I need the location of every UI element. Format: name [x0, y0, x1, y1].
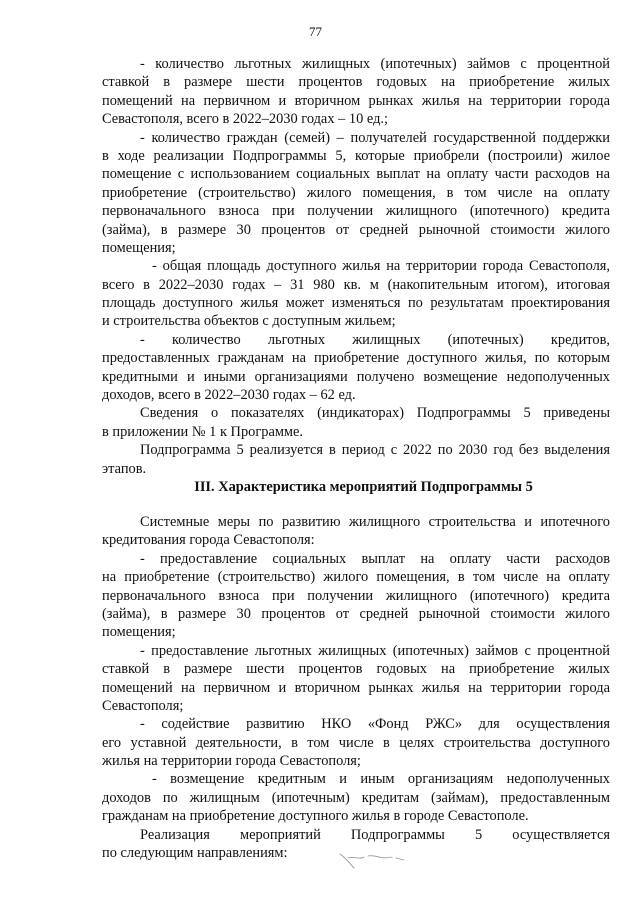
text-line: помещений на первичном и вторичном рынках жилья на территории города: [102, 92, 610, 109]
text-line: помещений на первичном и вторичном рынках жилья на территории города: [102, 679, 610, 696]
text-line: - содействие развитию НКО «Фонд РЖС» для осуществления: [140, 716, 610, 733]
indicators-block: [102, 55, 610, 478]
text-line: - возмещение кредитным и иным организациям недополученных: [152, 771, 610, 788]
text-line: - количество льготных жилищных (ипотечных) займов с процентной: [140, 56, 610, 72]
section-heading: III. Характеристика мероприятий Подпрограммы 5: [194, 479, 533, 495]
text-line: и строительства объектов с доступным жильем;: [102, 313, 396, 330]
text-line: Сведения о показателях (индикаторах) Подпрограммы 5 приведены: [140, 405, 610, 422]
text-line: площадь доступного жилья может изменяться по результатам проектирования: [102, 295, 610, 312]
text-line: Реализация мероприятий Подпрограммы 5 осуществляется: [140, 826, 610, 843]
text-line: помещения;: [102, 624, 176, 641]
text-line: первоначального взноса при получении жилищного (ипотечного) кредита: [102, 203, 610, 220]
measures-block: [102, 513, 610, 862]
text-line: жилья на территории города Севастополя;: [102, 753, 361, 770]
text-line: ставкой в размере шести процентов годовых на приобретение жилых: [102, 661, 610, 678]
text-line: на приобретение (строительство) жилого помещения, в том числе на оплату: [102, 569, 610, 586]
text-line: Севастополя;: [102, 697, 184, 714]
text-line: доходов по жилищным (ипотечным) кредитам (займам), предоставленным: [102, 789, 610, 806]
text-line: - общая площадь доступного жилья на территории города Севастополя,: [152, 258, 610, 275]
text-line: всего в 2022–2030 годах – 31 980 кв. м (накопительным итогом), итоговая: [102, 276, 610, 293]
text-line: кредитными и иными организациями получено возмещение недополученных: [102, 368, 610, 385]
text-line: первоначального взноса при получении жилищного (ипотечного) кредита: [102, 587, 610, 604]
text-line: (займа), в размере 30 процентов от средней рыночной стоимости жилого: [102, 605, 610, 622]
text-line: - предоставление социальных выплат на оплату части расходов: [140, 550, 610, 567]
text-line: помещение с использованием социальных выплат на оплату части расходов на: [102, 166, 610, 183]
signature-mark: [338, 848, 408, 874]
text-line: Системные меры по развитию жилищного строительства и ипотечного: [140, 514, 610, 530]
page-number: 77: [309, 24, 322, 39]
text-line: этапов.: [102, 460, 147, 477]
text-line: кредитования города Севастополя:: [102, 532, 315, 549]
text-line: Севастополя, всего в 2022–2030 годах – 10 ед.;: [102, 111, 389, 128]
text-line: гражданам на приобретение доступного жилья в городе Севастополе.: [102, 808, 529, 825]
text-line: помещения;: [102, 239, 176, 256]
text-line: ставкой в размере шести процентов годовых на приобретение жилых: [102, 74, 610, 91]
text-line: (займа), в размере 30 процентов от средней рыночной стоимости жилого: [102, 221, 610, 238]
text-line: - количество льготных жилищных (ипотечных) кредитов,: [140, 331, 610, 348]
text-line: его уставной деятельности, в том числе в целях строительства доступного: [102, 734, 610, 751]
text-line: предоставленных гражданам на приобретение доступного жилья, по которым: [102, 350, 610, 367]
text-line: доходов, всего в 2022–2030 годах – 62 ед.: [102, 387, 356, 404]
text-line: приобретение (строительство) жилого помещения, в том числе на оплату: [102, 184, 610, 201]
text-line: в ходе реализации Подпрограммы 5, которые приобрели (построили) жилое: [102, 147, 610, 164]
text-line: Подпрограмма 5 реализуется в период с 2022 по 2030 год без выделения: [140, 442, 610, 459]
text-line: - предоставление льготных жилищных (ипотечных) займов с процентной: [140, 642, 610, 659]
text-line: - количество граждан (семей) – получателей государственной поддержки: [140, 129, 610, 146]
text-line: по следующим направлениям:: [102, 845, 288, 862]
text-line: в приложении № 1 к Программе.: [102, 423, 304, 440]
